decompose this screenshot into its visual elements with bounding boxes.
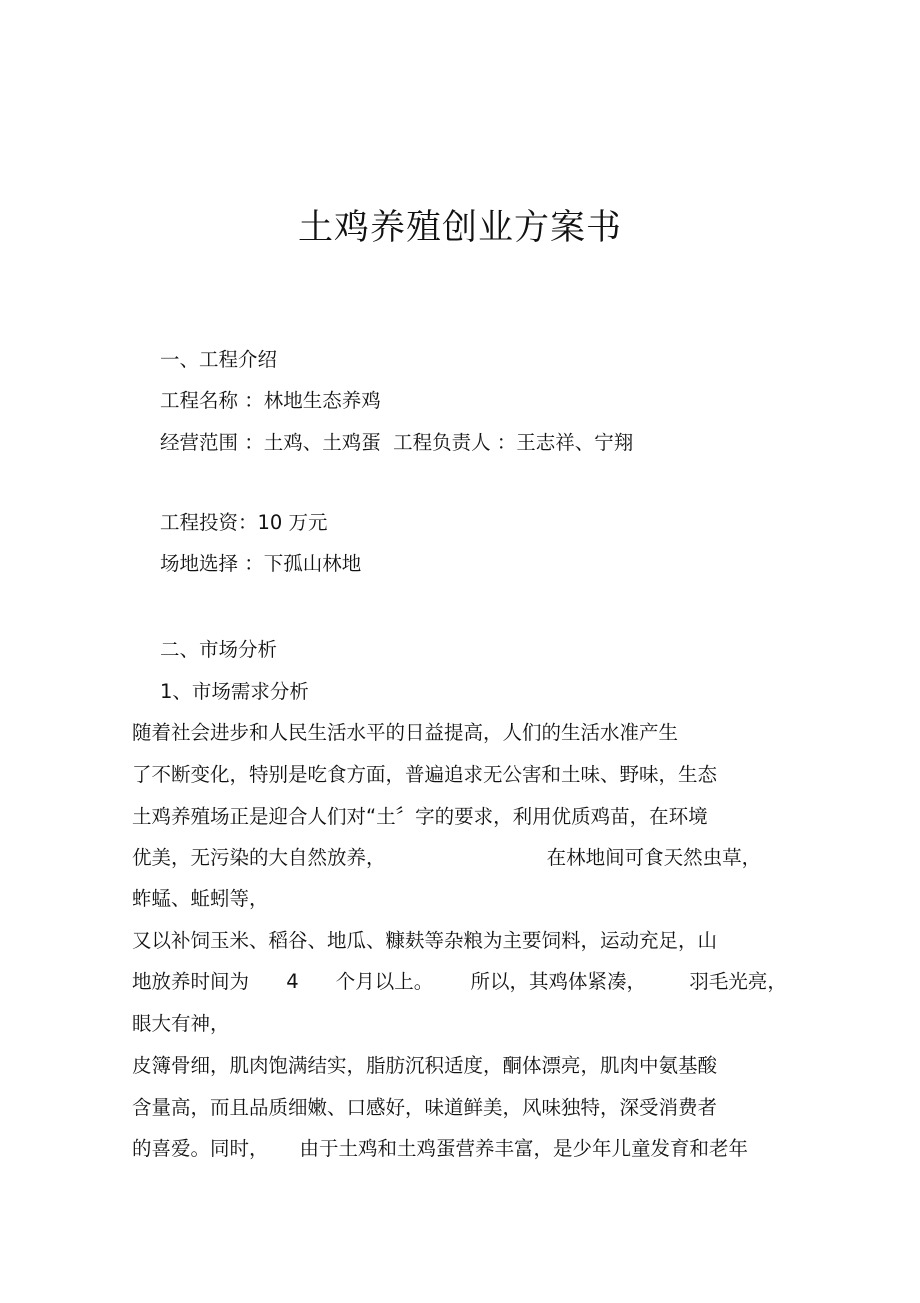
paragraph-line: 又以补饲玉米、稻谷、地瓜、糠麸等杂粮为主要饲料，运动充足，山 — [132, 929, 718, 952]
paragraph-line: 优美，无污染的大自然放养， 在林地间可食天然虫草， — [132, 846, 762, 869]
paragraph-line: 地放养时间为 4 个月以上。 所以，其鸡体紧凑， 羽毛光亮， — [132, 970, 787, 993]
section-heading-market-analysis: 二、市场分析 — [160, 638, 278, 661]
page-title: 土鸡养殖创业方案书 — [297, 208, 622, 248]
investment-line: 工程投资：10 万元 — [160, 511, 328, 534]
paragraph-line: 了不断变化，特别是吃食方面，普遍追求无公害和土味、野味，生态 — [132, 763, 718, 786]
site-line: 场地选择 ：下孤山林地 — [160, 552, 362, 575]
paragraph-line: 眼大有神， — [132, 1012, 230, 1035]
paragraph-line: 的喜爱。同时， 由于土鸡和土鸡蛋营养丰富，是少年儿童发育和老年 — [132, 1137, 748, 1160]
paragraph-line: 蚱蜢、蚯蚓等， — [132, 887, 269, 910]
paragraph-line: 皮簿骨细，肌肉饱满结实，脂肪沉积适度，酮体漂亮，肌肉中氨基酸 — [132, 1054, 718, 1077]
project-name-line: 工程名称 ：林地生态养鸡 — [160, 389, 381, 412]
subheading-demand-analysis: 1、市场需求分析 — [160, 680, 309, 703]
paragraph-line: 随着社会进步和人民生活水平的日益提高，人们的生活水准产生 — [132, 721, 679, 744]
paragraph-line: 含量高，而且品质细嫩、口感好，味道鲜美，风味独特，深受消费者 — [132, 1096, 718, 1119]
scope-and-lead-line: 经营范围 ：土鸡、土鸡蛋 工程负责人 ：王志祥、宁翔 — [160, 431, 634, 454]
paragraph-line: 土鸡养殖场正是迎合人们对“土〞字的要求，利用优质鸡苗，在环境 — [132, 805, 708, 828]
section-heading-project-intro: 一、工程介绍 — [160, 348, 278, 371]
